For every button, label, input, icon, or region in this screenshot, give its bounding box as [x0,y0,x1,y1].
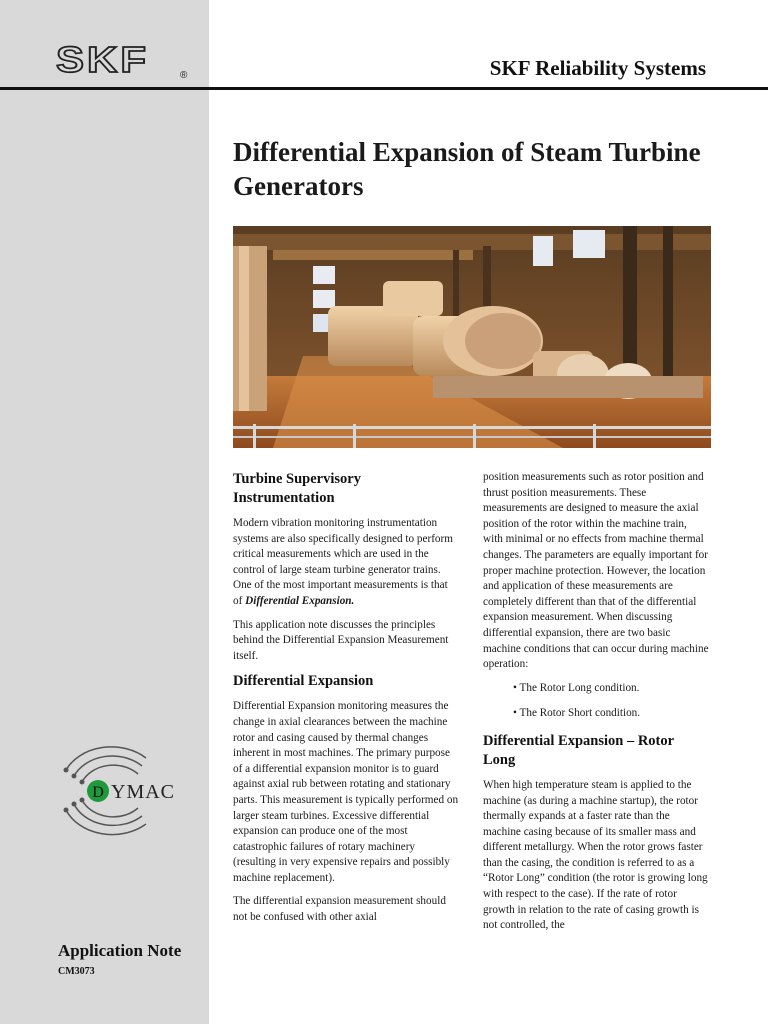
paragraph-modern-vibration [233,516,459,610]
paragraph-application-note: This application note discusses the principles behind the Differential Expansion Measurement itself. [233,618,449,662]
section-heading-differential-expansion: Differential Expansion [233,673,374,690]
paragraph-rotor-long: When high temperature steam is applied to the machine (as during a machine startup), the rotor thermally expands at a faster rate than the machine casing because of its smaller mass and different metallurgy. When the rotor grows faster than the casing, the condition is referred to as a “Rotor Long” condition (the rotor is growing long with respect to the case). If the rate of rotor growth in relation to the rate of casing growth is not controlled, the [483,778,708,932]
condition-list [483,681,709,722]
paragraph-text: Modern vibration monitoring instrumentation systems are also specifically designed to perform critical measurements which are used in the control of large steam turbine generator trains. One of the most important measurements is that of [233,517,453,607]
skf-logo [56,39,188,84]
sidebar-panel [0,0,209,1024]
dymac-logo [56,740,186,840]
registered-mark: ® [180,70,188,81]
paragraph-axial-measurement: The differential expansion measurement should not be confused with other axial [233,895,446,924]
dymac-wordmark: YMAC [111,781,176,803]
brand-title: SKF Reliability Systems [489,56,706,80]
left-text-column [233,470,459,934]
application-note-label: Application Note [58,941,182,960]
header-rule [0,87,768,90]
paragraph-differential-monitoring: Differential Expansion monitoring measures the change in axial clearances between the machine rotor and casing caused by thermal changes inherent in most machines. The primary purpose of a differential expansion monitor is to guard against axial rub between rotating and stationary parts. This measurement is typically performed on larger steam turbines. Excessive differential expansion can produce one of the most catastrophic failures of rotary machinery (resulting in very expensive repairs and possibly machine replacement). [233,700,459,884]
section-heading-rotor-long: Differential Expansion – Rotor Long [483,732,674,768]
dymac-logo-graphic [56,740,186,840]
emphasis-differential-expansion: Differential Expansion. [245,594,355,607]
paragraph-position-measurements: position measurements such as rotor position and thrust position measurements. These measurements are designed to measure the axial position of the rotor within the machine train, with minimal or no effects from machine thermal changes. The parameters are equally important for proper machine protection. However, the location and application of these measurements are completely different than that of the differential expansion measurement. When discussing differential expansion, there are two basic machine conditions that can occur during machine operation: [483,471,709,671]
document-title: Differential Expansion of Steam Turbine Generators [233,137,701,201]
right-text-column [483,470,709,942]
skf-logo-text: SKF [56,39,149,80]
section-heading-turbine-supervisory: Turbine Supervisory Instrumentation [233,471,361,506]
application-note-code: CM3073 [58,966,95,977]
dymac-letter-d: D [92,784,104,801]
list-item: • The Rotor Short condition. [513,707,641,720]
list-item: • The Rotor Long condition. [513,681,640,694]
turbine-hall-photo [233,226,711,448]
turbine-hall-illustration [233,226,711,448]
